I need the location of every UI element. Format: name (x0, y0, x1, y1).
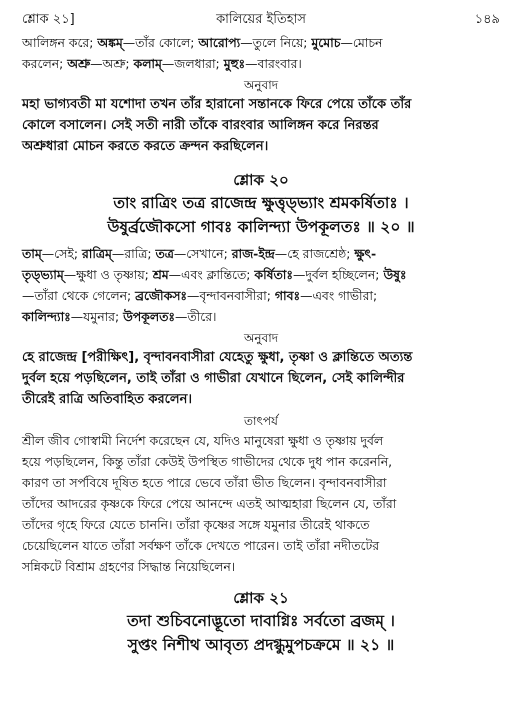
translation-heading: অনুবাদ (243, 331, 279, 345)
verse-line: সুপ্তং নিশীথ আবৃত্য প্রদগ্ধুমুপচক্রমে ॥ ২১ ॥ (127, 636, 395, 654)
translation-line: দুর্বল হয়ে পড়ছিলেন, তাই তাঁরা ও গাভীরা যেখানে ছিলেন, সেই কালিন্দীর (22, 371, 405, 386)
purport-line: শ্রীল জীব গোস্বামী নির্দেশ করেছেন যে, যদিও মানুষেরা ক্ষুধা ও তৃষ্ণায় দুর্বল (22, 433, 384, 448)
previous-translation (22, 94, 500, 157)
translation-heading: অনুবাদ (243, 78, 279, 92)
verse-line: উষুর্ব্রজৌকসো গাবঃ কালিন্দ্যা উপকূলতঃ ॥ ২০ ॥ (107, 218, 415, 236)
purport-line: তাঁদের গৃহে ফিরে যেতে চাননি। তাঁরা কৃষ্ণের সঙ্গে যমুনার তীরেই থাকতে (22, 517, 370, 532)
verse-20-translation (22, 347, 500, 410)
header-verse-ref: শ্লোক ২১] (22, 12, 75, 27)
verse-20-title: শ্লোক ২০ (233, 171, 289, 189)
synonym-line: আলিঙ্গন করে; অঙ্কম্—তাঁর কোলে; আরোপ্য—তুলে নিয়ে; মুমোচ—মোচন (22, 35, 383, 50)
translation-line: হে রাজেন্দ্র [পরীক্ষিৎ], বৃন্দাবনবাসীরা যেহেতু ক্ষুধা, তৃষ্ণা ও ক্লান্তিতে অত্যন্ত (22, 350, 413, 365)
synonym-line: করলেন; অশ্রু—অশ্রু; কলাম্—জলধারা; মুহুঃ—বারংবার। (22, 56, 302, 71)
verse-20-synonyms (22, 243, 500, 327)
header-page-number: ১৪৯ (474, 12, 500, 27)
book-page (22, 8, 500, 657)
purport-line: হয়ে পড়ছিলেন, কিন্তু তাঁরা কেউই উপস্থিত গাভীদের থেকে দুধ পান করেননি, (22, 454, 393, 469)
purport-line: সন্নিকটে বিশ্রাম গ্রহণের সিদ্ধান্ত নিয়েছিলেন। (22, 559, 236, 574)
verse-20-text (22, 191, 500, 239)
translation-line: কোলে বসালেন। সেই সতী নারী তাঁকে বারংবার আলিঙ্গন করে নিরন্তর (22, 118, 379, 133)
page-header (22, 8, 500, 30)
purport-line: তাঁদের আদরের কৃষ্ণকে ফিরে পেয়ে আনন্দে এতই আত্মহারা ছিলেন যে, তাঁরা (22, 496, 397, 511)
header-chapter-title: কালিয়ের ইতিহাস (216, 12, 306, 27)
verse-line: তদা শুচিবনোদ্ভূতো দাবাগ্নিঃ সর্বতো ব্রজম্ । (127, 612, 395, 630)
verse-21-title: শ্লোক ২১ (233, 589, 289, 607)
translation-line: অশ্রুধারা মোচন করতে করতে ক্রন্দন করছিলেন। (22, 139, 269, 154)
synonym-line: তৃড্ভ্যাম্—ক্ষুধা ও তৃষ্ণায়; শ্রম—এবং ক্লান্তিতে; কর্ষিতাঃ—দুর্বল হচ্ছিলেন; উষুঃ (22, 267, 407, 282)
verse-21-text (22, 609, 500, 657)
verse-line: তাং রাত্রিং তত্র রাজেন্দ্র ক্ষুত্তৃড্ভ্যাং শ্রমকর্ষিতাঃ । (113, 194, 409, 212)
purport-heading: তাৎপর্য (244, 414, 278, 428)
synonym-line: —তাঁরা থেকে গেলেন; ব্রজৌকসঃ—বৃন্দাবনবাসীরা; গাবঃ—এবং গাভীরা; (22, 288, 378, 303)
synonym-line: তাম্—সেই; রাত্রিম্—রাত্রি; তত্র—সেখানে; রাজ-ইন্দ্র—হে রাজশ্রেষ্ঠ; ক্ষুৎ- (22, 246, 377, 261)
translation-line: মহা ভাগ্যবতী মা যশোদা তখন তাঁর হারানো সন্তানকে ফিরে পেয়ে তাঁকে তাঁর (22, 97, 412, 112)
previous-synonyms (22, 32, 500, 74)
purport-line: চেয়েছিলেন যাতে তাঁরা সর্বক্ষণ তাঁকে দেখতে পারেন। তাই তাঁরা নদীতটের (22, 538, 380, 553)
translation-line: তীরেই রাত্রি অতিবাহিত করলেন। (22, 392, 192, 407)
synonym-line: কালিন্দ্যাঃ—যমুনার; উপকূলতঃ—তীরে। (22, 309, 217, 324)
verse-20-purport (22, 430, 500, 577)
purport-line: কারণ তা সর্পবিষে দূষিত হতে পারে ভেবে তাঁরা ভীত ছিলেন। বৃন্দাবনবাসীরা (22, 475, 387, 490)
